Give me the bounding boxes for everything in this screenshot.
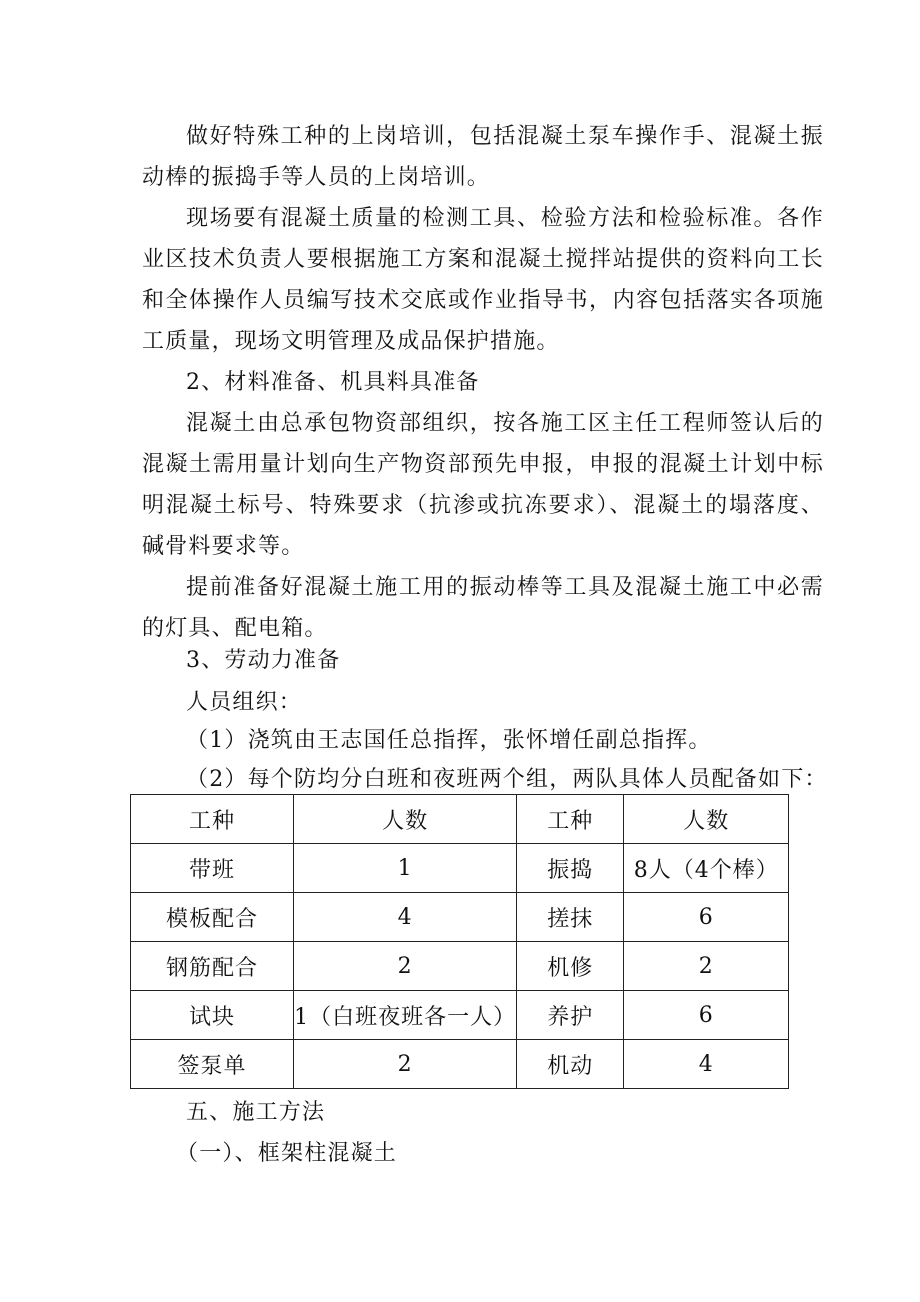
heading-construction-method: 五、施工方法 xyxy=(186,1100,326,1125)
heading-labor: 3、劳动力准备 xyxy=(186,648,341,673)
table-cell: 签泵单 xyxy=(131,1040,294,1089)
staffing-table xyxy=(130,794,789,1089)
label-personnel: 人员组织： xyxy=(186,690,303,715)
paragraph-training: 做好特殊工种的上岗培训，包括混凝土泵车操作手、混凝土振动棒的振捣手等人员的上岗培训。 xyxy=(142,124,824,190)
table-header-row xyxy=(131,795,789,844)
table-cell: 1（白班夜班各一人） xyxy=(294,991,517,1040)
table-header-cell: 人数 xyxy=(294,795,517,844)
paragraph-concrete-supply: 混凝土由总承包物资部组织，按各施工区主任工程师签认后的混凝土需用量计划向生产物资部预先申报，申报的混凝土计划中标明混凝土标号、特殊要求（抗渗或抗冻要求）、混凝土的塌落度、碱骨料要求等。 xyxy=(142,411,824,559)
table-cell: 试块 xyxy=(131,991,294,1040)
list-item-commander: （1）浇筑由王志国任总指挥，张怀增任副总指挥。 xyxy=(186,728,712,753)
heading-materials: 2、材料准备、机具料具准备 xyxy=(186,370,480,395)
table-row xyxy=(131,844,789,893)
table-row xyxy=(131,1040,789,1089)
table-cell: 2 xyxy=(624,942,789,991)
table-cell: 钢筋配合 xyxy=(131,942,294,991)
table-row xyxy=(131,991,789,1040)
table-header-cell: 人数 xyxy=(624,795,789,844)
table-row xyxy=(131,942,789,991)
paragraph-quality-inspection: 现场要有混凝土质量的检测工具、检验方法和检验标准。各作业区技术负责人要根据施工方案和混凝土搅拌站提供的资料向工长和全体操作人员编写技术交底或作业指导书，内容包括落实各项施工质量，现场文明管理及成品保护措施。 xyxy=(142,206,824,354)
table-cell: 养护 xyxy=(517,991,624,1040)
table-cell: 2 xyxy=(294,942,517,991)
table-header-cell: 工种 xyxy=(131,795,294,844)
table-cell: 搓抹 xyxy=(517,893,624,942)
table-cell: 模板配合 xyxy=(131,893,294,942)
table-cell: 机动 xyxy=(517,1040,624,1089)
table-cell: 8人（4个棒） xyxy=(624,844,789,893)
list-item-shifts: （2）每个防均分白班和夜班两个组，两队具体人员配备如下： xyxy=(186,767,828,792)
table-cell: 2 xyxy=(294,1040,517,1089)
table-cell: 6 xyxy=(624,893,789,942)
table-cell: 6 xyxy=(624,991,789,1040)
paragraph-tools: 提前准备好混凝土施工用的振动棒等工具及混凝土施工中必需的灯具、配电箱。 xyxy=(142,575,824,641)
table-cell: 4 xyxy=(624,1040,789,1089)
table-cell: 振捣 xyxy=(517,844,624,893)
heading-frame-column-concrete: （一）、框架柱混凝土 xyxy=(176,1141,398,1166)
table-cell: 4 xyxy=(294,893,517,942)
table-header-cell: 工种 xyxy=(517,795,624,844)
table-cell: 1 xyxy=(294,844,517,893)
table-cell: 带班 xyxy=(131,844,294,893)
table-cell: 机修 xyxy=(517,942,624,991)
table-row xyxy=(131,893,789,942)
